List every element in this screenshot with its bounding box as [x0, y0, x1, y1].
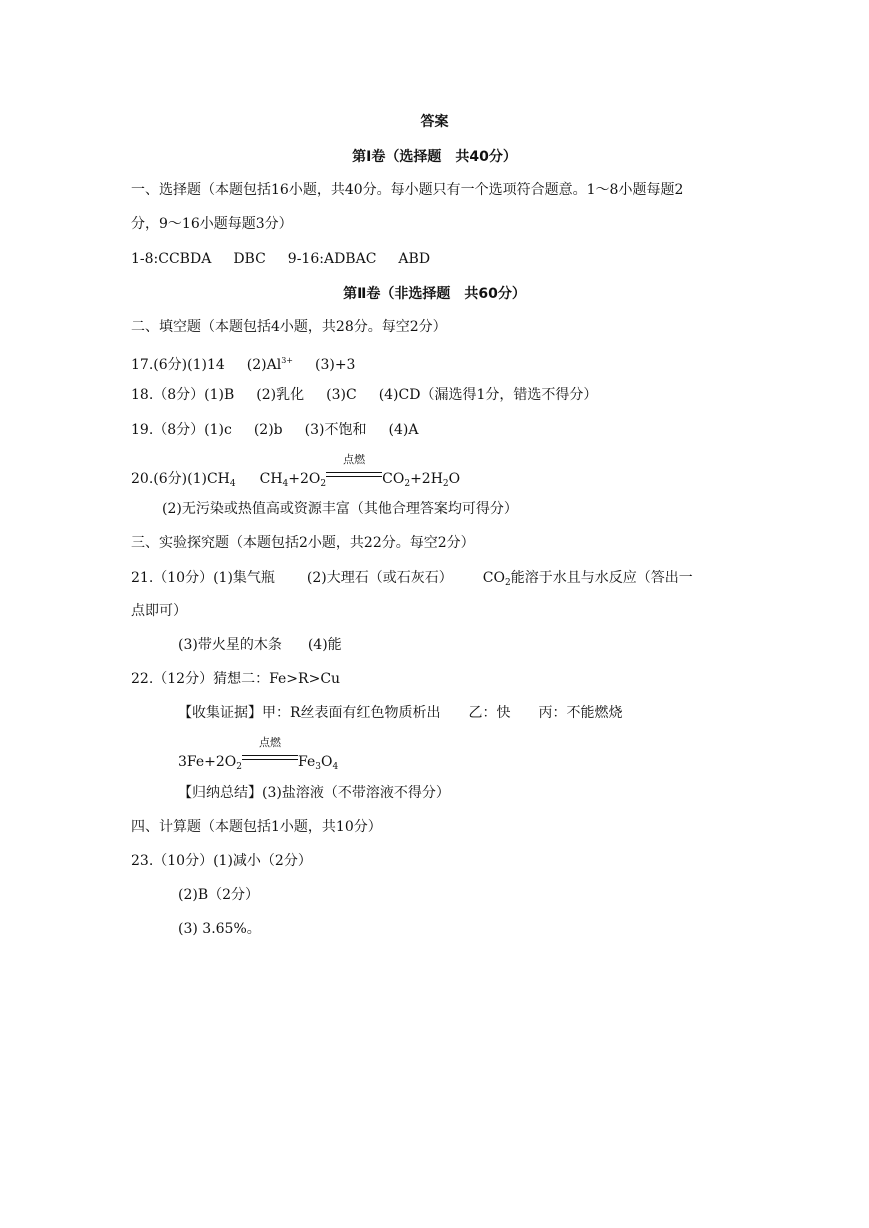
section4-instructions: 四、计算题（本题包括1小题，共10分） [131, 819, 382, 835]
q22-evidence-a: 【收集证据】甲：R丝表面有红色物质析出 [178, 705, 441, 721]
q22-summary: 【归纳总结】(3)盐溶液（不带溶液不得分） [178, 785, 450, 801]
mc-answers-9-16-part1: 9-16:ADBAC [287, 251, 377, 267]
q23-answer-1: 23.（10分）(1)减小（2分） [131, 853, 312, 869]
q19-answer-2: (2)b [253, 422, 283, 438]
q23-answer-3: (3) 3.65%。 [178, 921, 261, 937]
q20-answer-2: (2)无污染或热值高或资源丰富（其他合理答案均可得分） [162, 501, 518, 517]
q21-answer-line1 [131, 569, 693, 592]
mc-answers [131, 250, 430, 268]
q21-answer-3: (3)带火星的木条 [178, 637, 282, 653]
reaction-condition-sign [242, 736, 298, 771]
q17-number: 17.(6分) [131, 357, 188, 373]
q21-answer-1: 21.（10分）(1)集气瓶 [131, 570, 275, 586]
mc-answers-1-8-part2: DBC [233, 251, 266, 267]
q22-equation: $3Fe+2O_2$ 点燃 $Fe_3O_4$ [178, 736, 339, 772]
q21-answer-line3 [178, 636, 342, 654]
q17-answer-2-charge: 3+ [281, 356, 293, 365]
q22-answer-line1: 22.（12分）猜想二：Fe>R>Cu [131, 671, 341, 687]
q20-number: 20.(6分) [131, 471, 188, 487]
part1-heading: 第Ⅰ卷（选择题 共40分） [352, 149, 517, 165]
q22-evidence-c: 丙：不能燃烧 [538, 705, 623, 721]
q22-evidence-b: 乙：快 [468, 705, 511, 721]
q19-answer [131, 421, 418, 439]
document-title: 答案 [420, 114, 449, 130]
section1-instructions-line1: 一、选择题（本题包括16小题，共40分。每小题只有一个选项符合题意。1～8小题每题2 [131, 182, 684, 198]
section3-instructions: 三、实验探究题（本题包括2小题，共22分。每空2分） [131, 535, 475, 551]
q21-answer-2: (2)大理石（或石灰石） [306, 570, 453, 586]
q18-answer-1: (1)B [204, 387, 235, 403]
q23-answer-2: (2)B（2分） [178, 887, 260, 903]
q18-answer [131, 386, 597, 404]
q17-answer [131, 352, 355, 374]
q19-answer-3: (3)不饱和 [304, 422, 367, 438]
q19-number: 19.（8分） [131, 422, 205, 438]
q21-answer-line2: 点即可） [131, 603, 187, 619]
reaction-condition-sign [326, 453, 382, 488]
q22-evidence [178, 704, 623, 722]
q17-answer-3: (3)+3 [314, 357, 356, 373]
q17-answer-1: (1)14 [187, 357, 225, 373]
q18-answer-2: (2)乳化 [256, 387, 305, 403]
reaction-condition-text: 点燃 [259, 736, 281, 749]
q20-answer-1: (1)CH [187, 471, 230, 487]
q19-answer-1: (1)c [204, 422, 232, 438]
q18-answer-4: (4)CD（漏选得1分，错选不得分） [378, 387, 598, 403]
q18-number: 18.（8分） [131, 387, 205, 403]
q21-answer-4: (4)能 [307, 637, 342, 653]
section1-instructions-line2: 分，9～16小题每题3分） [131, 216, 293, 232]
q17-answer-2: (2)Al [246, 357, 282, 373]
q18-answer-3: (3)C [326, 387, 357, 403]
section2-instructions: 二、填空题（本题包括4小题，共28分。每空2分） [131, 319, 447, 335]
q20-answer: 20.(6分)$(1)CH_4$ $CH_4+2O_2$ 点燃 $CO_2+2H_2O$ [131, 453, 461, 489]
reaction-condition-text: 点燃 [343, 453, 366, 466]
q20-equation: $CH_4+2O_2$ 点燃 $CO_2+2H_2O$ [259, 453, 461, 489]
part2-heading: 第Ⅱ卷（非选择题 共60分） [343, 286, 526, 302]
mc-answers-9-16-part2: ABD [398, 251, 431, 267]
q19-answer-4: (4)A [388, 422, 419, 438]
q21-answer-2-reason: $CO_2$能溶于水且与水反应（答出一 [482, 570, 693, 588]
mc-answers-1-8-part1: 1-8:CCBDA [131, 251, 212, 267]
